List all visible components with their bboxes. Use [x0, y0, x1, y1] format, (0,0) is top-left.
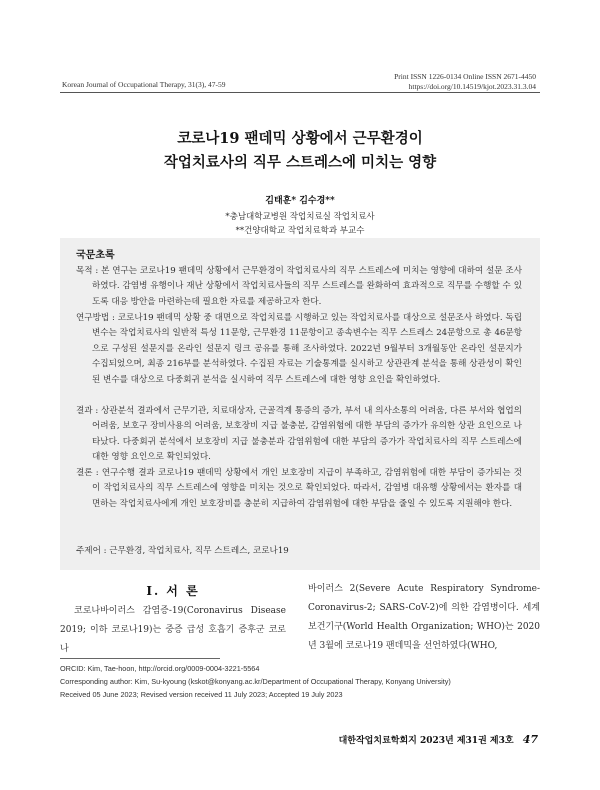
affiliation-1: *충남대학교병원 작업치료실 작업치료사 [225, 212, 375, 222]
footer-journal-issue: 대한작업치료학회지 2023년 제31권 제3호 [338, 736, 514, 746]
page-number: 47 [522, 733, 538, 746]
issn-doi-block [394, 72, 536, 92]
body-left-column: 코로나바이러스 감염증-19(Coronavirus Disease 2019; 이하 코로나19)는 중증 급성 호흡기 증후군 코로나 [60, 606, 286, 654]
affiliation-2: **건양대학교 작업치료학과 부교수 [235, 226, 365, 236]
issn-line: Print ISSN 1226-0134 Online ISSN 2671-4450 [394, 72, 536, 81]
abstract-purpose: 목적 : 본 연구는 코로나19 팬데믹 상황에서 근무환경이 작업치료사의 직무 스트레스에 미치는 영향에 대하여 설문 조사하였다. 감염병 유행이나 재난 상황에서 작업치료사들의 직무 스트레스를 완화하여 효과적으로 직무를 수행할 수 있도록 대응 방안을 마련하는데 필요한 자료를 제공하고자 한다. [76, 266, 522, 307]
page-footer [339, 733, 538, 746]
abstract-methods: 연구방법 : 코로나19 팬데믹 상황 중 대면으로 작업치료를 시행하고 있는 작업치료사를 대상으로 설문조사 하였다. 독립변수는 작업치료사의 일반적 특성 11문항, 근무환경 11문항이고 종속변수는 직무 스트레스 24문항으로 총 46문항으로 구성된 설문지를 온라인 설문지 링크 공유를 통해 조사하였다. 2022년 9월부터 3개월동안 온라인 설문지가 수집되었으며, 최종 216부를 분석하였다. 수집된 자료는 기술통계를 실시하고 상관관계 분석을 통해 상관성이 확인된 변수를 대상으로 다중회귀 분석을 실시하여 직무 스트레스에 대한 영향 요인을 확인하였다. [76, 313, 522, 385]
paper-title [0, 127, 600, 175]
footnote-divider [60, 658, 220, 659]
doi-link[interactable]: https://doi.org/10.14519/kjot.2023.31.3.04 [408, 82, 536, 91]
footnote-orcid[interactable]: ORCID: Kim, Tae-hoon, http://orcid.org/0009-0004-3221-5564 [60, 664, 260, 673]
footnote-corresponding-author: Corresponding author: Kim, Su-kyoung (kskot@konyang.ac.kr/Department of Occupational Therapy, Konyang University) [60, 677, 451, 686]
journal-citation: Korean Journal of Occupational Therapy, 31(3), 47-59 [62, 80, 226, 89]
abstract-heading: 국문초록 [76, 250, 115, 261]
header-divider [60, 92, 540, 93]
title-line-2: 작업치료사의 직무 스트레스에 미치는 영향 [163, 154, 437, 171]
footnote-received-dates: Received 05 June 2023; Revised version received 11 July 2023; Accepted 19 July 2023 [60, 690, 343, 699]
title-line-1: 코로나19 팬데믹 상황에서 근무환경이 [177, 130, 423, 147]
abstract-results: 결과 : 상관분석 결과에서 근무기관, 치료대상자, 근골격계 통증의 증가, 부서 내 의사소통의 어려움, 다른 부서와 협업의 어려움, 보호구 장비사용의 어려움, 보호장비 지급 불충분, 감염위험에 대한 부담의 증가가 유의한 상관 요인으로 나타났다. 다중회귀 분석에서 보호장비 지급 불충분과 감염위험에 대한 부담의 증가가 작업치료사의 직무 스트레스에 대한 영향 요인으로 확인되었다. [76, 406, 522, 463]
body-right-column: 바이러스 2(Severe Acute Respiratory Syndrome-Coronavirus-2; SARS-CoV-2)에 의한 감염병이다. 세계보건기구(World Health Organization; WHO)는 2020년 3월에 코로나19 팬데믹을 선언하였다(WHO, [308, 584, 540, 651]
keywords: 주제어 : 근무환경, 작업치료사, 직무 스트레스, 코로나19 [76, 546, 289, 556]
section-heading-introduction: Ⅰ. 서 론 [146, 584, 200, 598]
abstract-conclusion: 결론 : 연구수행 결과 코로나19 팬데믹 상황에서 개인 보호장비 지급이 부족하고, 감염위험에 대한 부담이 증가되는 것이 작업치료사의 직무 스트레스에 영향을 미치는 것으로 확인되었다. 따라서, 감염병 대유행 상황에서는 환자를 대면하는 작업치료사에게 개인 보호장비를 충분히 지급하여 감염위험에 대한 부담을 줄일 수 있도록 지원해야 한다. [76, 468, 522, 509]
authors: 김태훈* 김수경** [265, 196, 335, 206]
